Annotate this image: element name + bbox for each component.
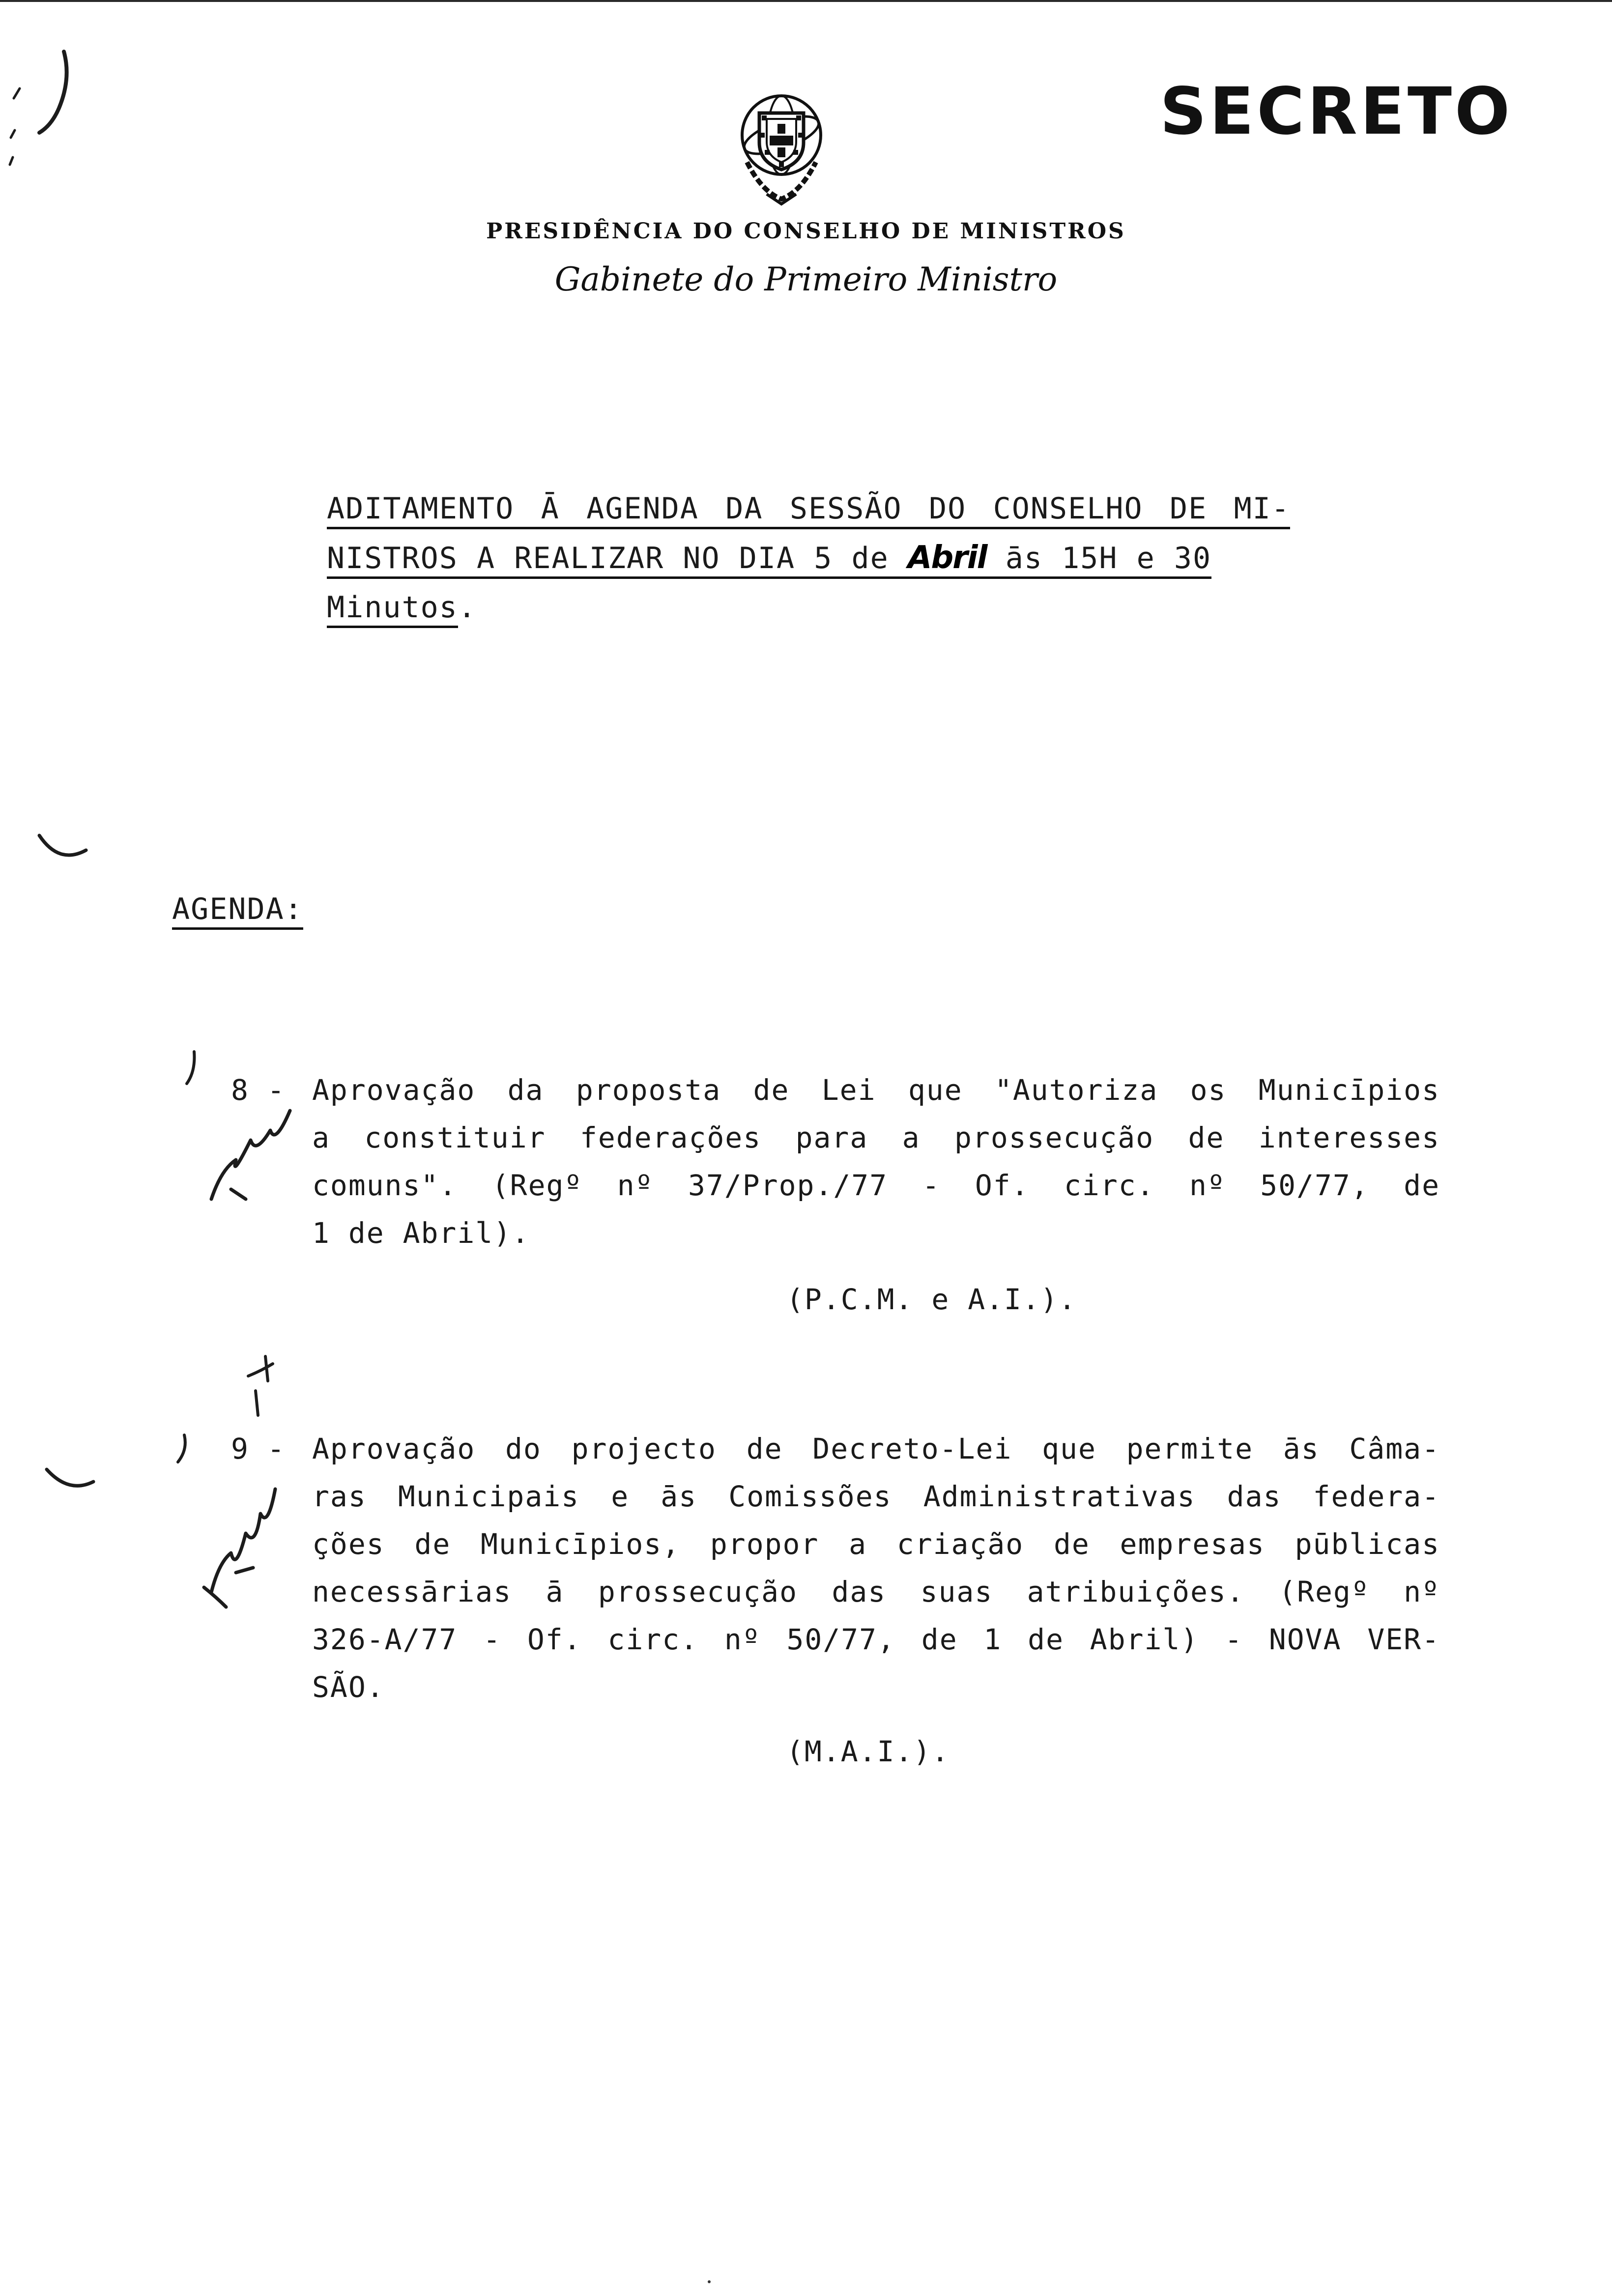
item-line: comuns". (Regº nº 37/Prop./77 - Of. circ. nº 50/77, de	[312, 1169, 1440, 1202]
item-line: ções de Municīpios, propor a criação de empresas pūblicas	[312, 1527, 1440, 1561]
title-line-2-suffix: ās 15H e 30	[1005, 541, 1212, 575]
handwritten-note-above-item-9	[248, 1356, 273, 1415]
check-mark-item-9	[178, 1435, 185, 1462]
check-mark-item-8	[187, 1052, 194, 1084]
office-name: Gabinete do Primeiro Ministro	[554, 260, 1058, 298]
agenda-heading: AGENDA:	[172, 892, 303, 926]
item-line: 326-A/77 - Of. circ. nº 50/77, de 1 de Abril) - NOVA VER-	[312, 1623, 1440, 1656]
title-line-3: Minutos.	[327, 583, 1290, 632]
margin-mark-top-left	[39, 52, 67, 133]
margin-curve-2	[47, 1469, 93, 1486]
item-9-responsible: (M.A.I.).	[786, 1735, 950, 1768]
handwritten-note-item-9	[204, 1489, 275, 1607]
title-line-1: ADITAMENTO Ā AGENDA DA SESSÃO DO CONSELHO DE MI-	[327, 484, 1290, 533]
item-line: 1 de Abril).	[312, 1216, 530, 1250]
item-line: necessārias ā prossecução das suas atribuições. (Regº nº	[312, 1575, 1440, 1608]
overwritten-date: Abril	[907, 540, 987, 576]
classification-stamp: SECRETO	[1160, 74, 1513, 149]
item-line: Aprovação da proposta de Lei que "Autoriza os Municīpios	[312, 1073, 1440, 1107]
item-line: ras Municipais e ās Comissões Administrativas das federa-	[312, 1480, 1440, 1513]
margin-curve-1	[39, 835, 86, 855]
item-line: SÃO.	[312, 1670, 385, 1704]
page-dot	[708, 2280, 711, 2283]
margin-tick-top-left	[10, 88, 20, 165]
title-line-2-prefix: NISTROS A REALIZAR NO DIA 5 de	[327, 541, 889, 575]
item-8-responsible: (P.C.M. e A.I.).	[786, 1283, 1077, 1316]
item-number: 9 -	[231, 1432, 286, 1465]
item-line: a constituir federações para a prossecução de interesses	[312, 1121, 1440, 1154]
organization-name: PRESIDÊNCIA DO CONSELHO DE MINISTROS	[486, 219, 1126, 244]
handwritten-note-item-8	[211, 1111, 290, 1199]
item-line: Aprovação do projecto de Decreto-Lei que permite ās Câma-	[312, 1432, 1440, 1465]
item-number: 8 -	[231, 1073, 286, 1107]
